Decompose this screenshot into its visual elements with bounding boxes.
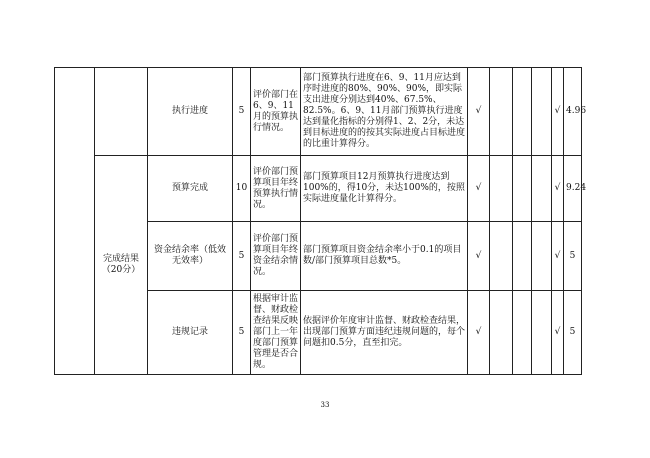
empty-cell — [513, 291, 532, 375]
criteria-cell: 部门预算项目12月预算执行进度达到100%的，得10分，未达100%的，按照实际进度量化计算得分。 — [301, 156, 468, 222]
evaluation-table — [54, 67, 587, 375]
check-mark: √ — [468, 291, 490, 375]
indicator-cell: 评价部门在6、9、11月的预算执行情况。 — [251, 68, 301, 156]
score-cell: 5 — [564, 222, 582, 291]
empty-cell — [513, 156, 532, 222]
weight-cell: 10 — [233, 156, 251, 222]
item-cell: 资金结余率（低效无效率） — [148, 222, 233, 291]
level1-cell — [55, 68, 95, 375]
empty-cell — [490, 222, 513, 291]
check-mark: √ — [552, 222, 564, 291]
check-mark: √ — [468, 68, 490, 156]
check-mark: √ — [552, 68, 564, 156]
weight-cell: 5 — [233, 291, 251, 375]
empty-cell — [532, 156, 552, 222]
check-mark: √ — [552, 156, 564, 222]
empty-cell — [532, 222, 552, 291]
dimension-cell: 完成结果（20分） — [95, 156, 148, 375]
empty-cell — [532, 291, 552, 375]
item-cell: 执行进度 — [148, 68, 233, 156]
table-row — [55, 68, 582, 156]
score-cell: 5 — [564, 291, 582, 375]
empty-cell — [490, 68, 513, 156]
indicator-cell: 评价部门预算项目年终预算执行情况。 — [251, 156, 301, 222]
criteria-cell: 依据评价年度审计监督、财政检查结果，出现部门预算方面违纪违规问题的，每个问题扣0.5分，直至扣完。 — [301, 291, 468, 375]
item-cell: 预算完成 — [148, 156, 233, 222]
score-cell: 9.24 — [564, 156, 582, 222]
level2-cell — [95, 68, 148, 156]
weight-cell: 5 — [233, 222, 251, 291]
check-mark: √ — [468, 156, 490, 222]
empty-cell — [513, 68, 532, 156]
score-cell: 4.96 — [564, 68, 582, 156]
criteria-cell: 部门预算执行进度在6、9、11月应达到序时进度的80%、90%、90%，即实际支出进度分别达到40%、67.5%、82.5%。6、9、11月部门预算执行进度达到量化指标的分别得1、2、2分，未达到目标进度的的按其实际进度占目标进度的比重计算得分。 — [301, 68, 468, 156]
indicator-cell: 评价部门预算项目年终资金结余情况。 — [251, 222, 301, 291]
empty-cell — [513, 222, 532, 291]
page-number: 33 — [320, 401, 330, 409]
indicator-cell: 根据审计监督、财政检查结果反映部门上一年度部门预算管理是否合规。 — [251, 291, 301, 375]
empty-cell — [490, 291, 513, 375]
check-mark: √ — [468, 222, 490, 291]
criteria-cell: 部门预算项目资金结余率小于0.1的项目数/部门预算项目总数*5。 — [301, 222, 468, 291]
table-row — [55, 156, 582, 222]
weight-cell: 5 — [233, 68, 251, 156]
item-cell: 违规记录 — [148, 291, 233, 375]
empty-cell — [490, 156, 513, 222]
empty-cell — [532, 68, 552, 156]
check-mark: √ — [552, 291, 564, 375]
